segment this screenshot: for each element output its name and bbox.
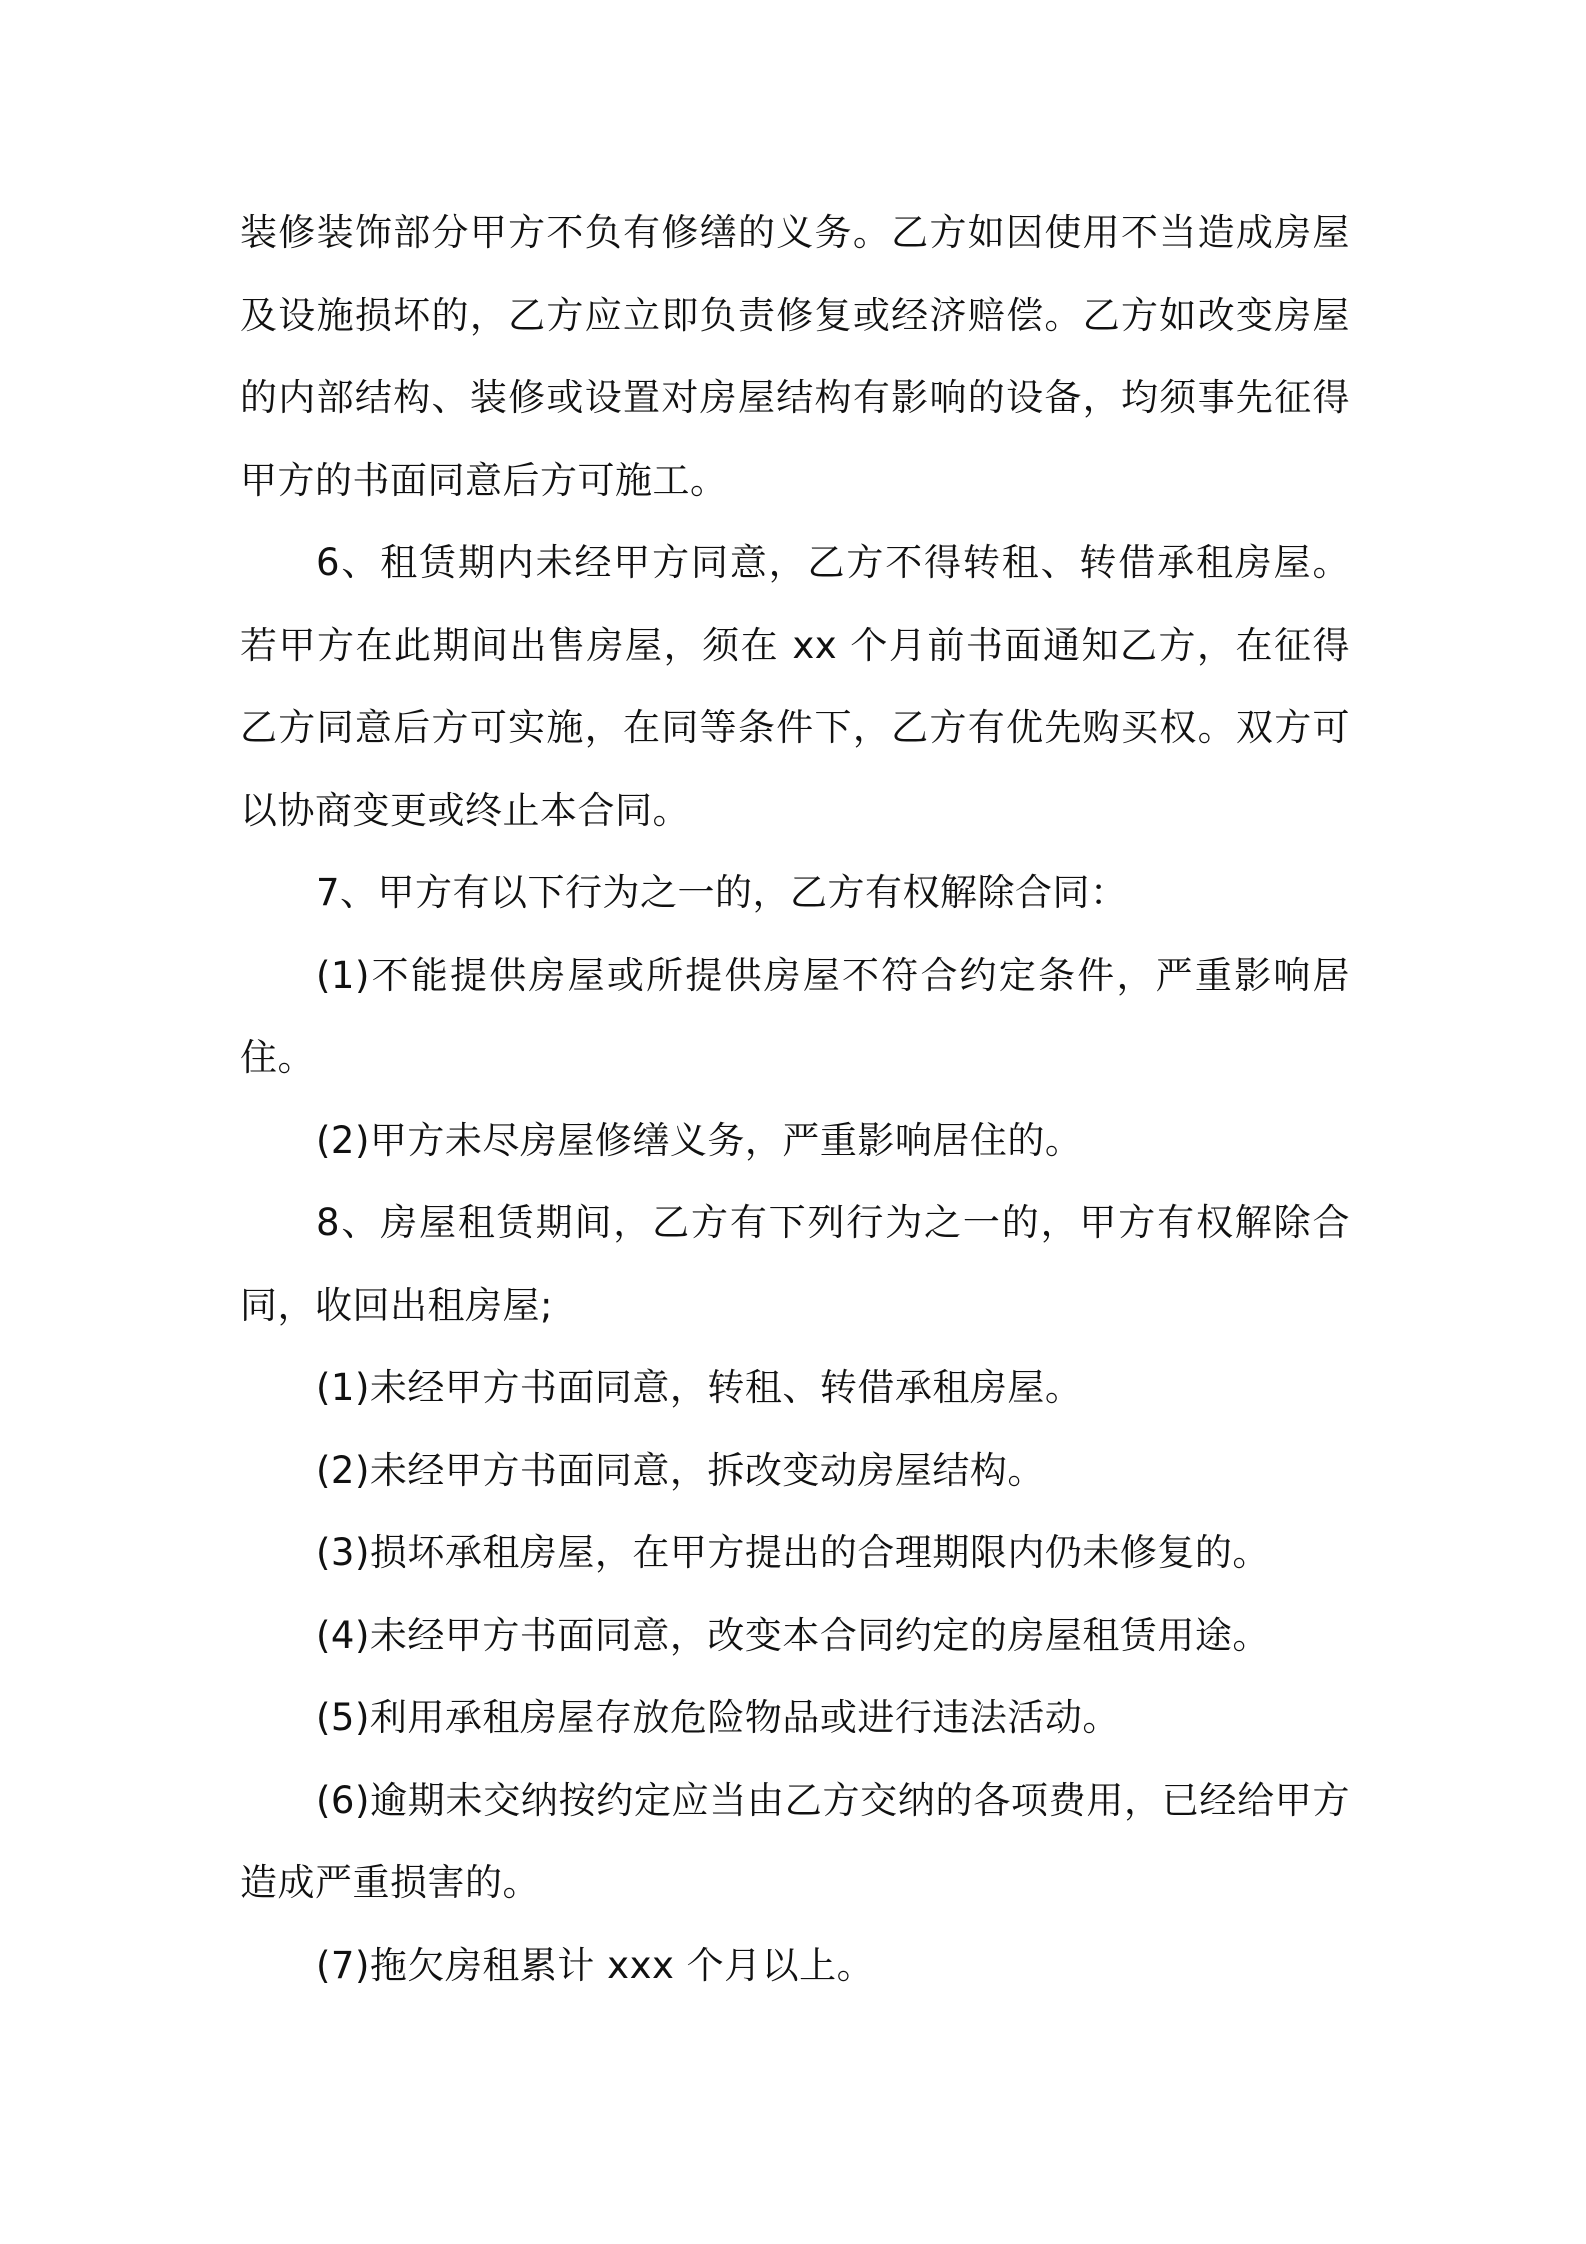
- clause-8-item-2: (2)未经甲方书面同意，拆改变动房屋结构。: [316, 1448, 1045, 1492]
- clause-8-item-7: (7)拖欠房租累计 xxx 个月以上。: [316, 1943, 875, 1987]
- clause-8-item-4: (4)未经甲方书面同意，改变本合同约定的房屋租赁用途。: [316, 1613, 1270, 1657]
- clause-8-item-6: (6)逾期未交纳按约定应当由乙方交纳的各项费用，已经给甲方造成严重损害的。: [240, 1778, 1350, 1904]
- clause-7-item-1: (1)不能提供房屋或所提供房屋不符合约定条件，严重影响居住。: [240, 953, 1350, 1079]
- clause-6: 6、租赁期内未经甲方同意，乙方不得转租、转借承租房屋。若甲方在此期间出售房屋，须在 xx 个月前书面通知乙方，在征得乙方同意后方可实施，在同等条件下，乙方有优先购买权。双方可以协商变更或终止本合同。: [240, 541, 1350, 832]
- paragraph-continuation: 装修装饰部分甲方不负有修缮的义务。乙方如因使用不当造成房屋及设施损坏的，乙方应立即负责修复或经济赔偿。乙方如改变房屋的内部结构、装修或设置对房屋结构有影响的设备，均须事先征得甲方的书面同意后方可施工。: [240, 211, 1350, 502]
- document-body: [240, 192, 1350, 2007]
- clause-8: 8、房屋租赁期间，乙方有下列行为之一的，甲方有权解除合同，收回出租房屋;: [240, 1201, 1350, 1327]
- clause-8-item-1: (1)未经甲方书面同意，转租、转借承租房屋。: [316, 1366, 1083, 1409]
- clause-7: 7、甲方有以下行为之一的，乙方有权解除合同：: [316, 871, 1128, 914]
- clause-7-item-2: (2)甲方未尽房屋修缮义务，严重影响居住的。: [316, 1118, 1083, 1162]
- clause-8-item-5: (5)利用承租房屋存放危险物品或进行违法活动。: [316, 1696, 1120, 1739]
- clause-8-item-3: (3)损坏承租房屋，在甲方提出的合理期限内仍未修复的。: [316, 1531, 1270, 1574]
